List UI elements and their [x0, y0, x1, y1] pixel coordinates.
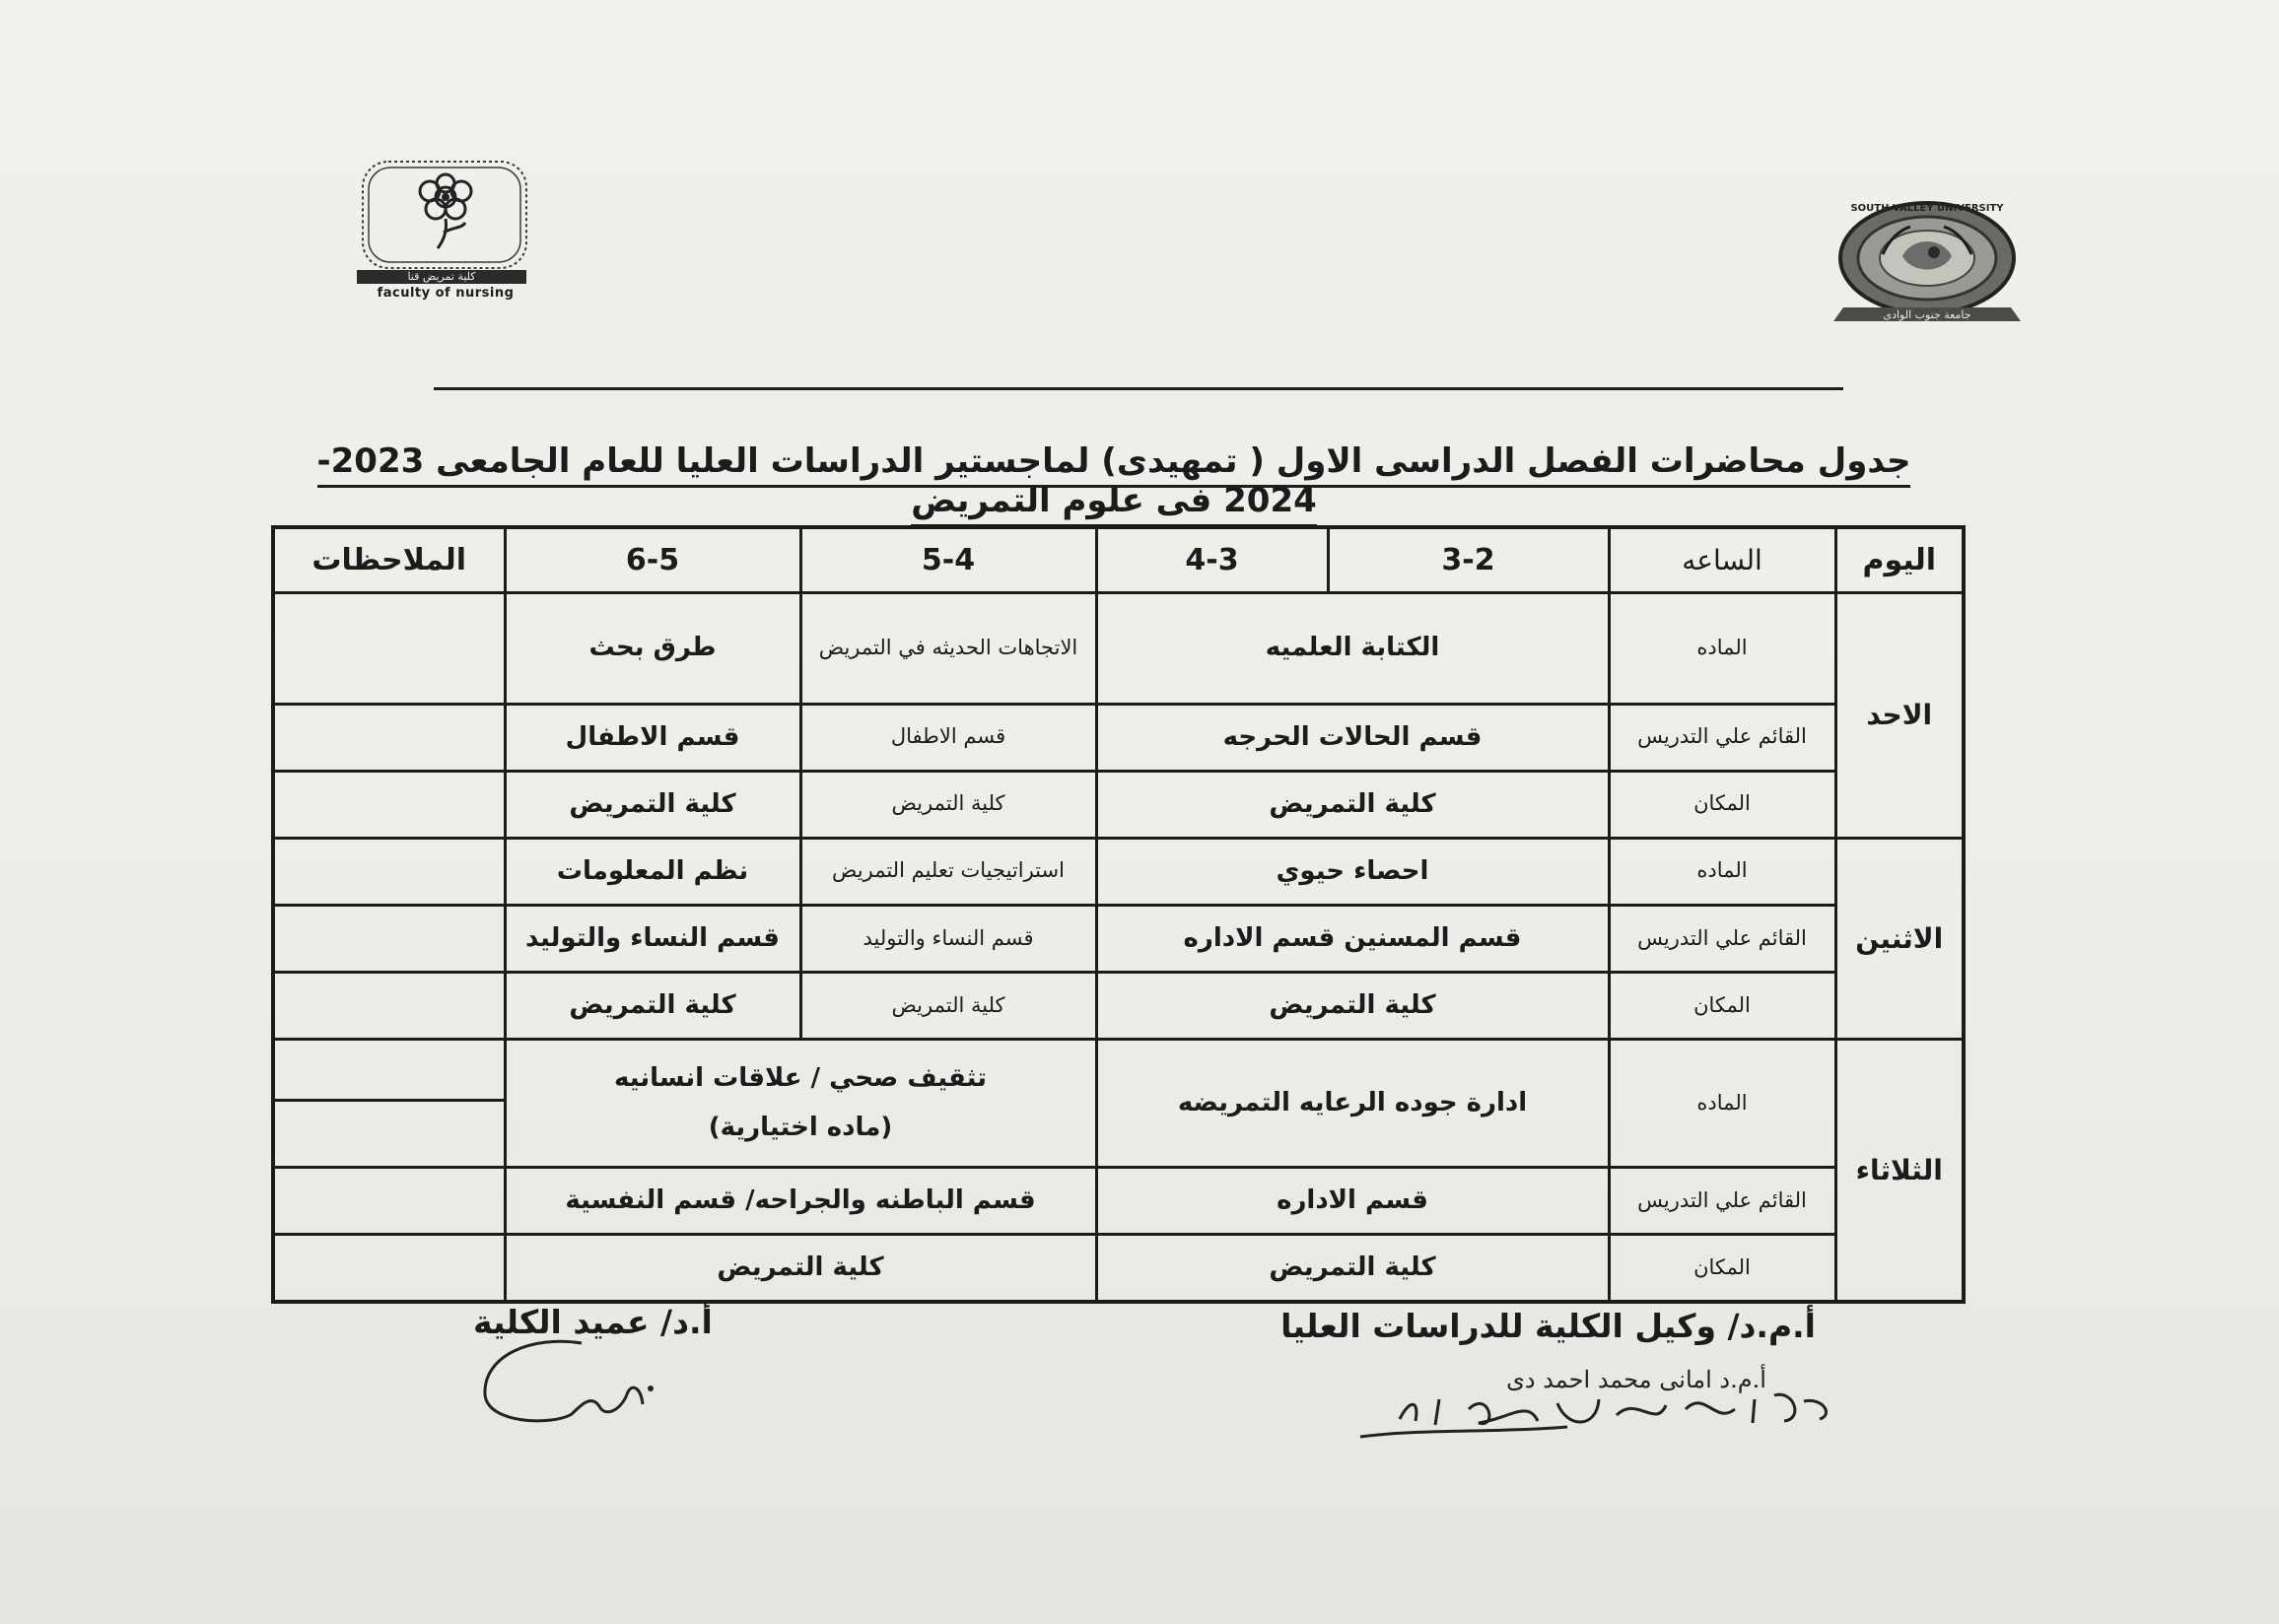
monday-subject-row	[273, 838, 1964, 905]
header-hour: الساعه	[1609, 527, 1835, 592]
header-notes: الملاحظات	[273, 527, 505, 592]
tuesday-instructor-4-6: قسم الباطنه والجراحه/ قسم النفسية	[505, 1168, 1096, 1235]
monday-place-5-6: كلية التمريض	[505, 973, 800, 1040]
tuesday-instructor-row	[273, 1168, 1964, 1235]
monday-notes-2	[273, 905, 505, 972]
sunday-place-4-5: كلية التمريض	[800, 771, 1096, 838]
tuesday-notes-4	[273, 1235, 505, 1302]
sunday-instructor-4-5: قسم الاطفال	[800, 704, 1096, 771]
tuesday-notes-3	[273, 1168, 505, 1235]
south-valley-university-seal	[1824, 197, 2031, 335]
sunday-notes-3	[273, 771, 505, 838]
row-label-subject: الماده	[1609, 838, 1835, 905]
schedule-title: جدول محاضرات الفصل الدراسى الاول ( تمهيدى) لماجستير الدراسات العليا للعام الجامعى 2023-2024 فى علوم التمريض	[296, 441, 1932, 520]
monday-place-2-4: كلية التمريض	[1096, 973, 1609, 1040]
dean-handwritten-signature	[473, 1335, 670, 1444]
row-label-subject: الماده	[1609, 1040, 1835, 1168]
tuesday-notes-2	[273, 1101, 505, 1168]
tuesday-subject-4-6	[505, 1040, 1096, 1168]
row-label-place: المكان	[1609, 771, 1835, 838]
lecture-schedule-table	[271, 525, 1966, 1304]
sunday-notes-2	[273, 704, 505, 771]
table-header-row	[273, 527, 1964, 592]
tuesday-subject-4-6-line1: تثقيف صحي / علاقات انسانيه	[614, 1063, 987, 1094]
monday-subject-5-6: نظم المعلومات	[505, 838, 800, 905]
faculty-of-nursing-logo	[357, 158, 534, 305]
row-label-subject: الماده	[1609, 592, 1835, 704]
sunday-notes-1	[273, 592, 505, 704]
sunday-subject-4-5: الاتجاهات الحديثه في التمريض	[800, 592, 1096, 704]
sunday-instructor-5-6: قسم الاطفال	[505, 704, 800, 771]
monday-place-4-5: كلية التمريض	[800, 973, 1096, 1040]
header-slot-3-4: 4-3	[1096, 527, 1328, 592]
tuesday-subject-4-6-line2: (ماده اختيارية)	[708, 1112, 893, 1142]
day-tuesday: الثلاثاء	[1835, 1040, 1964, 1302]
university-seal-icon	[1824, 197, 2031, 335]
tuesday-place-2-4: كلية التمريض	[1096, 1235, 1609, 1302]
tuesday-instructor-2-4: قسم الاداره	[1096, 1168, 1609, 1235]
vice-dean-handwritten-name: أ.م.د امانى محمد احمد دى	[1506, 1366, 1766, 1393]
monday-notes-3	[273, 973, 505, 1040]
monday-instructor-4-5: قسم النساء والتوليد	[800, 905, 1096, 972]
logo-caption-english: faculty of nursing	[377, 286, 515, 301]
sunday-place-2-4: كلية التمريض	[1096, 771, 1609, 838]
tuesday-subject-row-a	[273, 1040, 1964, 1101]
monday-subject-4-5: استراتيجيات تعليم التمريض	[800, 838, 1096, 905]
logo-caption-arabic: كلية تمريض قنا	[357, 270, 526, 284]
sunday-place-row	[273, 771, 1964, 838]
monday-notes-1	[273, 838, 505, 905]
row-label-instructor: القائم علي التدريس	[1609, 704, 1835, 771]
row-label-instructor: القائم علي التدريس	[1609, 905, 1835, 972]
row-label-instructor: القائم علي التدريس	[1609, 1168, 1835, 1235]
header-divider	[434, 387, 1843, 390]
monday-instructor-row	[273, 905, 1964, 972]
svg-text:جامعة جنوب الوادى: جامعة جنوب الوادى	[1883, 308, 1971, 321]
sunday-instructor-row	[273, 704, 1964, 771]
sunday-subject-5-6: طرق بحث	[505, 592, 800, 704]
header-slot-2-3: 3-2	[1328, 527, 1609, 592]
vice-dean-title: أ.م.د/ وكيل الكلية للدراسات العليا	[1280, 1307, 1816, 1345]
tuesday-place-row	[273, 1235, 1964, 1302]
monday-place-row	[273, 973, 1964, 1040]
monday-instructor-2-4: قسم المسنين قسم الاداره	[1096, 905, 1609, 972]
monday-instructor-5-6: قسم النساء والتوليد	[505, 905, 800, 972]
sunday-subject-row	[273, 592, 1964, 704]
monday-subject-2-4: احصاء حيوي	[1096, 838, 1609, 905]
day-sunday: الاحد	[1835, 592, 1964, 838]
tuesday-notes-1	[273, 1040, 505, 1101]
svg-text:SOUTH VALLEY UNIVERSITY: SOUTH VALLEY UNIVERSITY	[1850, 203, 2004, 214]
sunday-instructor-2-4: قسم الحالات الحرجه	[1096, 704, 1609, 771]
tuesday-subject-2-4: ادارة جوده الرعايه التمريضه	[1096, 1040, 1609, 1168]
header-day: اليوم	[1835, 527, 1964, 592]
flower-emblem-icon	[357, 158, 534, 270]
header-slot-5-6: 6-5	[505, 527, 800, 592]
day-monday: الاثنين	[1835, 838, 1964, 1039]
sunday-subject-2-4: الكتابة العلميه	[1096, 592, 1609, 704]
row-label-place: المكان	[1609, 1235, 1835, 1302]
vice-dean-handwritten-signature	[1341, 1360, 1853, 1449]
tuesday-place-4-6: كلية التمريض	[505, 1235, 1096, 1302]
row-label-place: المكان	[1609, 973, 1835, 1040]
dean-title: أ.د/ عميد الكلية	[473, 1303, 713, 1341]
sunday-place-5-6: كلية التمريض	[505, 771, 800, 838]
header-slot-4-5: 5-4	[800, 527, 1096, 592]
